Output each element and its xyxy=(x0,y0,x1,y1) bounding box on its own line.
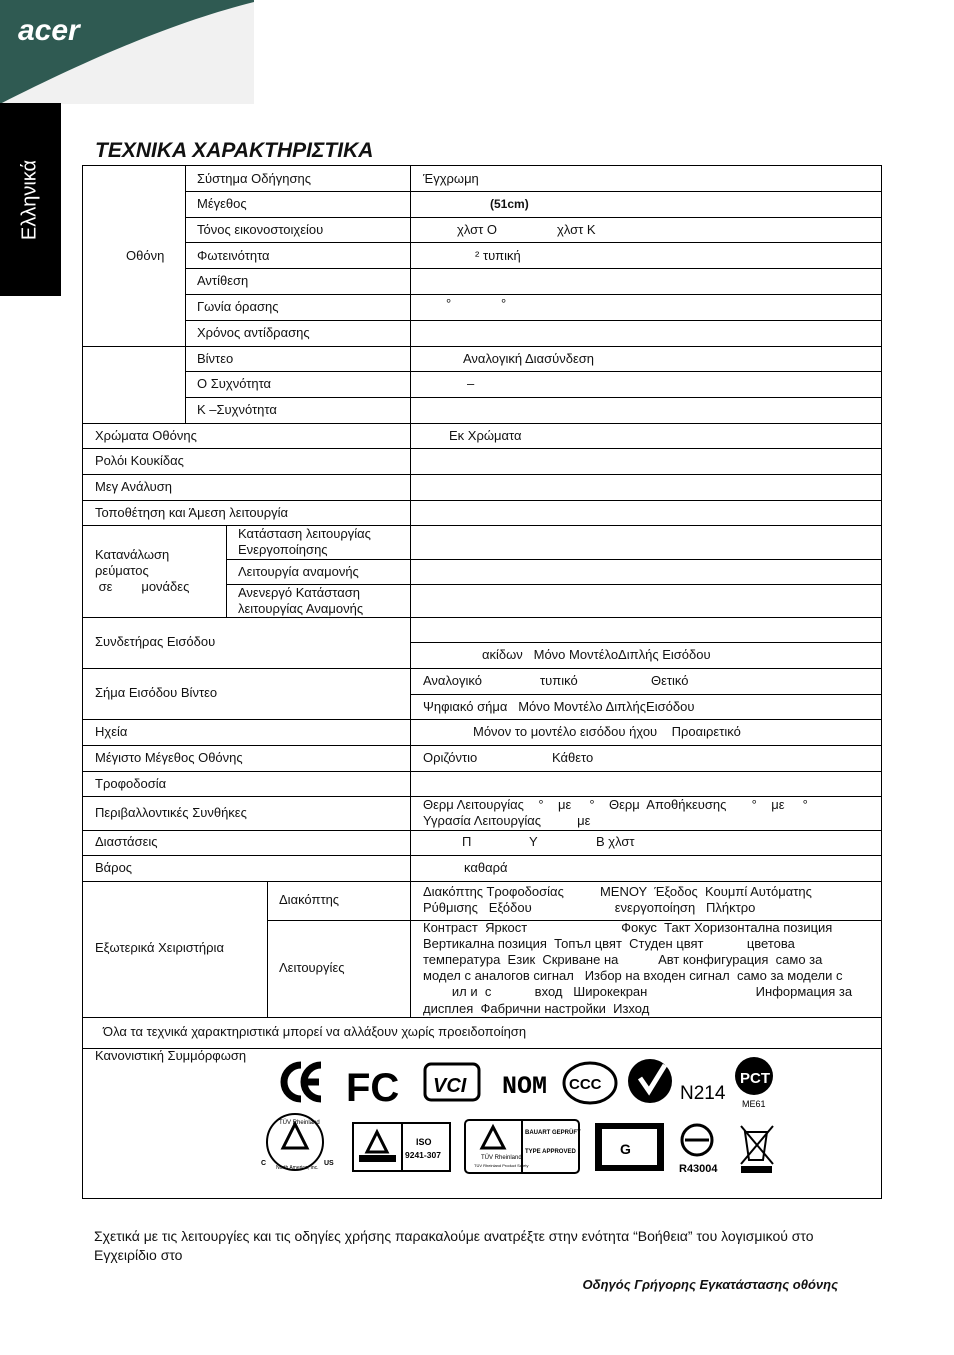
svg-text:G: G xyxy=(620,1141,631,1157)
spec-label: Σύστημα Οδήγησης xyxy=(197,171,311,186)
ce-mark-icon xyxy=(284,1065,321,1103)
spec-table xyxy=(82,165,882,1199)
spec-label: Μέγεθος xyxy=(197,196,247,211)
brand-swoosh xyxy=(0,0,254,104)
spec-value: Αναλογική Διασύνδεση xyxy=(463,351,595,366)
svg-text:TÜV Rheinland Product Safety: TÜV Rheinland Product Safety xyxy=(474,1163,529,1168)
fcc-mark-icon xyxy=(346,1066,399,1110)
spec-label: Ρολόι Κουκίδας xyxy=(95,453,184,468)
svg-text:TYPE APPROVED: TYPE APPROVED xyxy=(525,1149,576,1155)
power-mode-label: Κατάσταση λειτουργίας xyxy=(238,526,371,541)
svg-text:TÜV Rheinland: TÜV Rheinland xyxy=(481,1155,522,1161)
spec-label: Διαστάσεις xyxy=(95,834,158,849)
svg-text:R43004: R43004 xyxy=(679,1163,718,1175)
spec-label: Ηχεία xyxy=(95,724,128,739)
acer-logo: acer xyxy=(18,14,80,47)
controls-switch-label: Διακόπτης xyxy=(279,892,340,907)
spec-label: Αντίθεση xyxy=(197,273,249,288)
spec-value: Εκ Χρώματα xyxy=(449,428,522,443)
spec-value: ακίδων Μόνο ΜοντέλοΔιπλής Εισόδου xyxy=(482,647,711,662)
display-group-label: Οθόνη xyxy=(126,248,165,263)
svg-text:ISO: ISO xyxy=(416,1137,432,1147)
spec-value: Ψηφιακό σήμα Μόνο Μοντέλο ΔιπλήςΕισόδου xyxy=(423,699,695,714)
spec-label: Κ –Συχνότητα xyxy=(197,402,277,417)
spec-value: Вертикална позиция Топъл цвят Студен цвят цветова xyxy=(423,936,795,951)
svg-text:CE: CE xyxy=(284,1102,286,1103)
power-label: Κατανάλωση xyxy=(95,547,170,562)
svg-text:9241-307: 9241-307 xyxy=(405,1150,441,1160)
svg-text:North America, Inc.: North America, Inc. xyxy=(276,1165,319,1171)
nom-mark-icon xyxy=(502,1072,547,1101)
spec-value: – xyxy=(467,376,475,391)
spec-value: (51cm) xyxy=(490,197,529,211)
spec-label: Βίντεο xyxy=(197,351,234,366)
tuv-north-america-mark-icon xyxy=(261,1114,334,1171)
spec-value: Υ xyxy=(529,834,538,849)
gost-r-mark-icon xyxy=(735,1057,773,1109)
tuv-type-approved-mark-icon xyxy=(465,1120,581,1173)
spec-label: Μεγ Ανάλυση xyxy=(95,479,173,494)
spec-label: Τόνος εικονοστοιχείου xyxy=(197,222,324,237)
ccc-mark-icon xyxy=(564,1063,616,1103)
spec-label: Τροφοδοσία xyxy=(95,776,167,791)
spec-label: Βάρος xyxy=(95,860,133,875)
svg-text:US: US xyxy=(324,1160,334,1167)
spec-label: Σήμα Εισόδου Βίντεο xyxy=(95,685,218,700)
spec-value: Υγρασία Λειτουργίας με xyxy=(423,813,591,828)
spec-value: ² τυπική xyxy=(475,248,521,263)
gs-mark-icon xyxy=(595,1123,664,1171)
c-tick-mark-icon xyxy=(628,1059,672,1103)
power-mode-label: Ανενεργό Κατάσταση xyxy=(238,585,361,600)
spec-value: Ρύθμισης Εξόδου ενεργοποίηση Πλήκτρο xyxy=(423,900,756,915)
power-label: ρεύματος xyxy=(95,563,149,578)
svg-text:TÜV Rheinland: TÜV Rheinland xyxy=(279,1120,320,1126)
spec-value: Διακόπτης Τροφοδοσίας ΜΕΝΟΥ Έξοδος Κουμπί Αυτόματης xyxy=(423,884,812,899)
svg-text:NOM: NOM xyxy=(502,1072,548,1101)
spec-label: Φωτεινότητα xyxy=(197,248,270,263)
spec-value: Έγχρωμη xyxy=(423,171,479,186)
spec-value: Μόνον το μοντέλο εισόδου ήχου Προαιρετικό xyxy=(473,724,741,739)
spec-value: Αναλογικό xyxy=(423,673,482,688)
power-label: σε μονάδες xyxy=(95,579,190,594)
spec-value: ° xyxy=(501,296,507,311)
svg-text:CCC: CCC xyxy=(569,1076,602,1093)
spec-value: Κάθετο xyxy=(552,750,594,765)
svg-text:FC: FC xyxy=(346,1066,400,1110)
n214-mark: N214 xyxy=(680,1083,726,1104)
language-tab xyxy=(0,103,61,296)
spec-value: Θερμ Λειτουργίας ° με ° Θερμ Αποθήκευσης ° με ° xyxy=(423,797,808,812)
spec-value: модел с аналогов сигнал Избор на входен сигнал само за модели с xyxy=(423,968,843,983)
controls-functions-label: Λειτουργίες xyxy=(279,960,345,975)
spec-value: Οριζόντιο xyxy=(423,750,478,765)
spec-value: ил и с вход Широкекран Информация за xyxy=(423,984,853,999)
r43004-mark-icon xyxy=(679,1125,718,1175)
spec-value: τυπικό xyxy=(540,673,578,688)
spec-value: Θετικό xyxy=(651,673,689,688)
power-mode-label: Λειτουργία αναμονής xyxy=(238,564,359,579)
svg-text:ME61: ME61 xyxy=(742,1099,766,1109)
spec-value: Π xyxy=(462,834,472,849)
tuv-iso-9241-mark-icon xyxy=(353,1123,450,1171)
spec-label: Συνδετήρας Εισόδου xyxy=(95,634,216,649)
power-mode-label: λειτουργίας Αναμονής xyxy=(238,601,364,616)
spec-label: Εξωτερικά Χειριστήρια xyxy=(95,940,224,955)
brand-header xyxy=(0,0,254,104)
spec-notice: Όλα τα τεχνικά χαρακτηριστικά μπορεί να αλλάξουν χωρίς προειδοποίηση xyxy=(103,1024,527,1039)
weee-bin-icon xyxy=(741,1126,773,1173)
vcci-mark-icon xyxy=(425,1064,479,1100)
spec-label: Ο Συχνότητα xyxy=(197,376,272,391)
compliance-logos xyxy=(83,166,881,1198)
page-title: ΤΕΧΝΙΚΑ ΧΑΡΑΚΤΗΡΙΣΤΙΚΑ xyxy=(95,139,374,162)
spec-label: Τοποθέτηση και Άμεση λειτουργία xyxy=(95,505,289,520)
spec-value: ° xyxy=(446,296,452,311)
spec-label: Μέγιστο Μέγεθος Οθόνης xyxy=(95,750,243,765)
spec-label: Χρόνος αντίδρασης xyxy=(197,325,310,340)
svg-text:BAUART GEPRÜFT: BAUART GEPRÜFT xyxy=(525,1130,581,1136)
spec-label: Γωνία όρασης xyxy=(197,299,279,314)
spec-value: χλστ Ο xyxy=(457,222,498,237)
spec-value: χλστ Κ xyxy=(557,222,596,237)
footer-instructions: Σχετικά με τις λειτουργίες και τις οδηγίες χρήσης παρακαλούμε ανατρέξτε στην ενότητα “Βοήθεια” του λογισμικού στο Εγχειρίδιο στο xyxy=(94,1228,814,1263)
spec-value: καθαρά xyxy=(464,860,508,875)
spec-value: Контраст Яркост Фокус Такт Хоризонтална позиция xyxy=(423,920,833,935)
svg-text:PCT: PCT xyxy=(740,1070,770,1087)
footer-caption: Οδηγός Γρήγορης Εγκατάστασης οθόνης xyxy=(582,1277,838,1292)
spec-label: Περιβαλλοντικές Συνθήκες xyxy=(95,805,247,820)
spec-label: Χρώματα Οθόνης xyxy=(95,428,197,443)
compliance-label: Κανονιστική Συμμόρφωση xyxy=(95,1048,247,1063)
language-tab-label: Ελληνικά xyxy=(18,159,41,241)
spec-value: Β χλστ xyxy=(596,834,635,849)
spec-value: температура Език Скриване на Авт конфигурация само за xyxy=(423,952,823,967)
svg-text:VCI: VCI xyxy=(433,1075,467,1097)
spec-value: дисплея Фабрични настройки Изход xyxy=(423,1001,650,1016)
svg-text:C: C xyxy=(261,1160,267,1167)
power-mode-label: Ενεργοποίησης xyxy=(238,542,328,557)
